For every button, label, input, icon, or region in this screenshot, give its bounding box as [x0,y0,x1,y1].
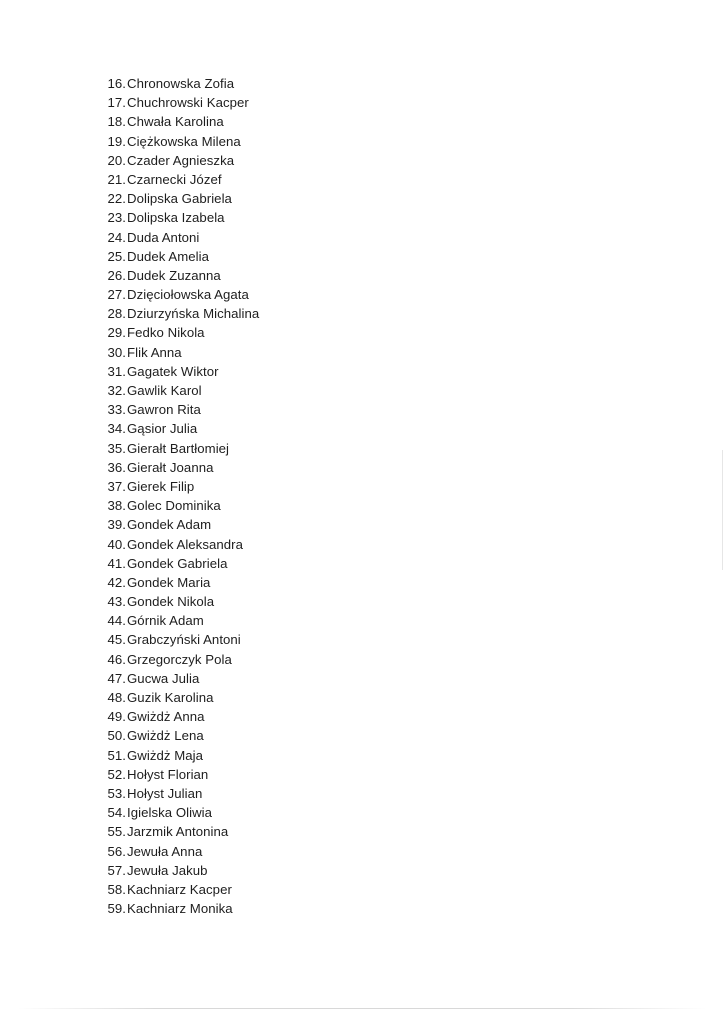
list-item [92,899,452,918]
list-item-number: 19. [107,133,126,149]
list-item-name: Gondek Gabriela [127,555,228,571]
list-item-number: 36. [107,459,126,475]
list-item-number: 33. [107,402,126,418]
list-item-number: 41. [107,555,126,571]
list-item-number: 42. [107,574,126,590]
list-item-number: 20. [107,152,126,168]
list-item [92,189,452,208]
list-item [92,112,452,131]
list-item-number: 18. [107,114,126,130]
list-item-name: Kachniarz Monika [127,901,233,917]
list-item-name: Gagatek Wiktor [127,363,219,379]
list-item-name: Gąsior Julia [127,421,198,437]
list-item-number: 35. [107,440,126,456]
list-item [92,93,452,112]
list-item-name: Guzik Karolina [127,690,214,705]
list-item-number: 56. [107,843,126,859]
list-item-name: Jarzmik Antonina [127,824,229,840]
list-item-name: Gwiżdż Anna [127,709,205,725]
list-item-number: 32. [107,383,126,398]
list-item [92,477,452,496]
list-item-number: 25. [107,248,126,264]
list-item-name: Gondek Adam [127,517,212,533]
list-item-number: 51. [107,747,126,763]
list-item [92,228,452,247]
list-item-name: Hołyst Julian [127,785,203,801]
list-item-number: 58. [107,881,126,897]
list-item-number: 22. [107,191,126,207]
list-item-name: Chronowska Zofia [127,76,235,91]
list-item [92,515,452,534]
list-item-name: Jewuła Jakub [127,862,208,878]
list-item-name: Ciężkowska Milena [127,133,241,149]
list-item-number: 46. [107,651,126,667]
list-item-name: Fedko Nikola [127,325,205,341]
list-item-number: 16. [107,76,126,91]
list-item-name: Gondek Aleksandra [127,536,243,552]
list-item-name: Gierek Filip [127,478,195,494]
list-item-name: Gucwa Julia [127,670,200,686]
list-item-name: Gierałt Joanna [127,459,214,475]
list-item-number: 37. [107,478,126,494]
list-item-name: Dolipska Izabela [127,210,225,226]
list-item-number: 48. [107,690,126,705]
list-item [92,208,452,227]
list-item [92,496,452,515]
list-item [92,726,452,745]
list-item [92,343,452,362]
list-item [92,419,452,438]
list-item-number: 52. [107,766,126,782]
list-item [92,688,452,707]
list-item [92,803,452,822]
list-item [92,822,452,841]
list-item-name: Hołyst Florian [127,766,209,782]
list-item-number: 38. [107,498,126,514]
list-item-number: 21. [107,171,126,187]
list-item-number: 44. [107,613,126,629]
list-item [92,170,452,189]
list-item [92,439,452,458]
list-item-number: 55. [107,824,126,840]
list-item [92,266,452,285]
list-item [92,611,452,630]
list-item-name: Gwiżdż Maja [127,747,204,763]
list-item-number: 59. [107,901,126,917]
list-item-number: 39. [107,517,126,533]
list-item-name: Duda Antoni [127,229,200,245]
numbered-name-list [92,74,452,918]
list-item [92,74,452,93]
list-item [92,362,452,381]
list-item-name: Górnik Adam [127,613,204,629]
list-item-name: Dudek Zuzanna [127,267,221,283]
list-item [92,535,452,554]
list-item-name: Gawron Rita [127,402,201,418]
list-item-name: Dziurzyńska Michalina [127,306,260,322]
list-item-number: 53. [107,785,126,801]
list-item-number: 34. [107,421,126,437]
list-item [92,573,452,592]
list-item-name: Golec Dominika [127,498,221,514]
scan-edge-right [722,450,723,570]
list-item [92,842,452,861]
list-item-name: Gawlik Karol [127,383,202,398]
list-item-name: Dudek Amelia [127,248,209,264]
list-item-number: 49. [107,709,126,725]
list-item-number: 50. [107,728,126,744]
list-item [92,554,452,573]
list-item-name: Gwiżdż Lena [127,728,204,744]
list-item-number: 29. [107,325,126,341]
list-item-name: Kachniarz Kacper [127,881,232,897]
list-item-name: Gondek Nikola [127,594,215,610]
list-item [92,630,452,649]
list-item [92,247,452,266]
list-item-name: Igielska Oliwia [127,805,213,821]
list-item [92,285,452,304]
list-item-number: 17. [107,95,126,111]
list-item [92,765,452,784]
list-item-number: 26. [107,267,126,283]
list-item [92,381,452,400]
list-item-number: 30. [107,344,126,360]
scan-edge-bottom [18,1008,706,1009]
list-item-name: Dzięciołowska Agata [127,287,249,303]
list-item-name: Flik Anna [127,344,182,360]
list-item-name: Czader Agnieszka [127,152,235,168]
list-item [92,650,452,669]
list-item [92,304,452,323]
list-item [92,746,452,765]
list-item-name: Grabczyński Antoni [127,632,241,648]
list-item-name: Dolipska Gabriela [127,191,232,207]
list-item-number: 57. [107,862,126,878]
list-item-number: 47. [107,670,126,686]
list-item-name: Grzegorczyk Pola [127,651,232,667]
list-item [92,400,452,419]
list-item [92,669,452,688]
list-item-name: Jewuła Anna [127,843,203,859]
list-item-name: Gondek Maria [127,574,211,590]
list-item [92,784,452,803]
list-item-name: Gierałt Bartłomiej [127,440,230,456]
list-item-number: 23. [107,210,126,226]
list-item-number: 31. [107,363,126,379]
list-item [92,861,452,880]
list-item [92,880,452,899]
list-item-number: 28. [107,306,126,322]
list-item-number: 45. [107,632,126,648]
list-item-number: 24. [107,229,126,245]
list-item-name: Chwała Karolina [127,114,224,130]
list-item-number: 40. [107,536,126,552]
list-item-number: 43. [107,594,126,610]
list-item [92,323,452,342]
list-item-number: 54. [107,805,126,821]
list-item [92,132,452,151]
list-item [92,707,452,726]
list-item-name: Chuchrowski Kacper [127,95,249,111]
list-item [92,458,452,477]
list-item-number: 27. [107,287,126,303]
list-item [92,592,452,611]
list-item [92,151,452,170]
list-item-name: Czarnecki Józef [127,171,222,187]
